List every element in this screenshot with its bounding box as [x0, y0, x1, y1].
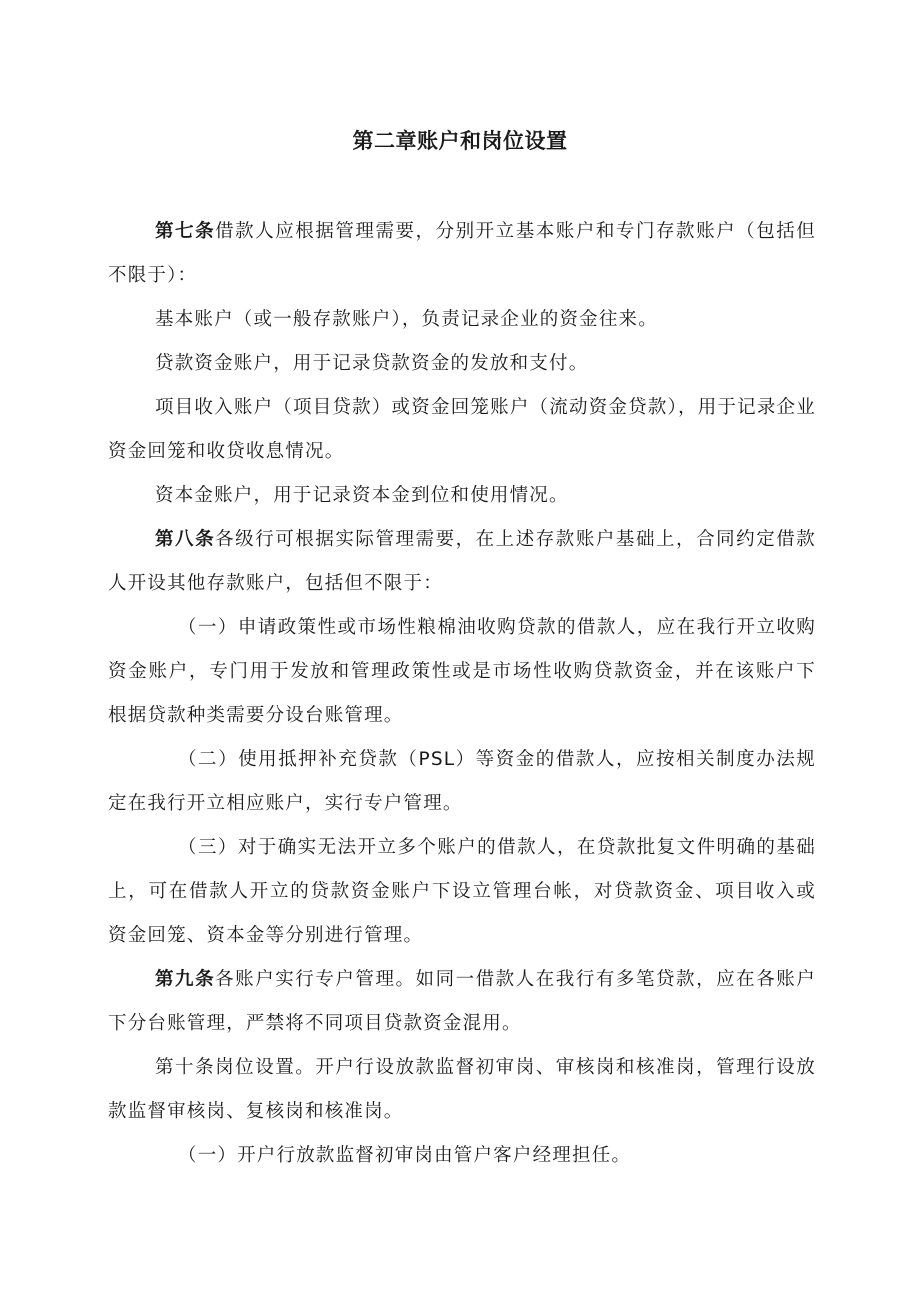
article-7-paragraph	[108, 210, 816, 298]
article-7-lead: 第七条	[155, 221, 216, 242]
document-body	[108, 210, 816, 1178]
article-8-text: 各级行可根据实际管理需要，在上述存款账户基础上，合同约定借款人开设其他存款账户，包括但不限于：	[108, 529, 816, 594]
loan-fund-account-paragraph: 贷款资金账户，用于记录贷款资金的发放和支付。	[155, 353, 589, 374]
article-9-lead: 第九条	[155, 969, 216, 990]
article-10-paragraph: 第十条岗位设置。开户行设放款监督初审岗、审核岗和核准岗，管理行设放款监督审核岗、复核岗和核准岗。	[108, 1057, 816, 1122]
capital-account-paragraph: 资本金账户，用于记录资本金到位和使用情况。	[155, 485, 569, 506]
project-income-account-paragraph: 项目收入账户（项目贷款）或资金回笼账户（流动资金贷款），用于记录企业资金回笼和收贷收息情况。	[108, 397, 816, 462]
article-7-text: 借款人应根据管理需要，分别开立基本账户和专门存款账户（包括但不限于）：	[108, 221, 816, 286]
basic-account-paragraph: 基本账户（或一般存款账户），负责记录企业的资金往来。	[155, 309, 658, 330]
item-1-paragraph: （一）申请政策性或市场性粮棉油收购贷款的借款人，应在我行开立收购资金账户，专门用于发放和管理政策性或是市场性收购贷款资金，并在该账户下根据贷款种类需要分设台账管理。	[108, 617, 816, 726]
chapter-title: 第二章账户和岗位设置	[352, 129, 568, 153]
article-8-lead: 第八条	[155, 529, 216, 550]
article-10-item-1-paragraph: （一）开户行放款监督初审岗由管户客户经理担任。	[178, 1145, 632, 1166]
item-2-paragraph: （二）使用抵押补充贷款（PSL）等资金的借款人，应按相关制度办法规定在我行开立相应账户，实行专户管理。	[108, 749, 816, 814]
article-9-text: 各账户实行专户管理。如同一借款人在我行有多笔贷款，应在各账户下分台账管理，严禁将不同项目贷款资金混用。	[108, 969, 816, 1034]
article-9-paragraph	[108, 958, 816, 1046]
item-3-paragraph: （三）对于确实无法开立多个账户的借款人，在贷款批复文件明确的基础上，可在借款人开立的贷款资金账户下设立管理台帐，对贷款资金、项目收入或资金回笼、资本金等分别进行管理。	[108, 837, 816, 946]
article-8-paragraph	[108, 518, 816, 606]
